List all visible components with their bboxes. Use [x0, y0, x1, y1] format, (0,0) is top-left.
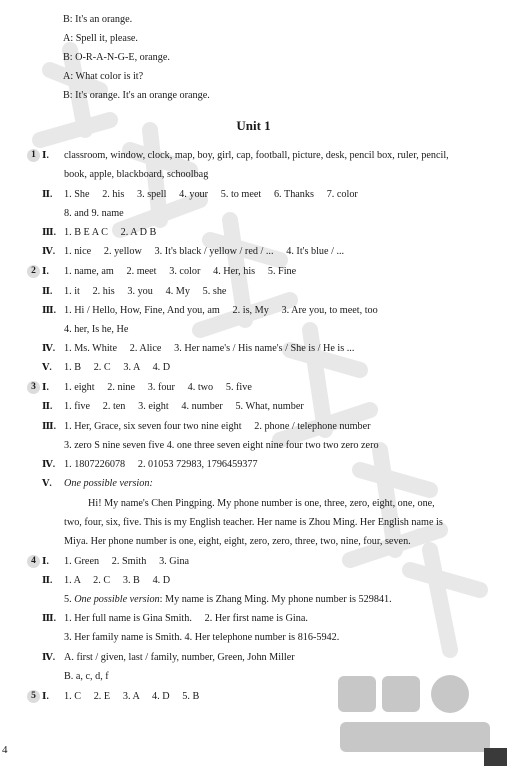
dialog-line-5: B: It's orange. It's an orange orange.	[63, 90, 210, 101]
site-logo	[332, 670, 502, 760]
answer-line: Ⅱ. 1. five 2. ten 3. eight 4. number 5. What, number	[42, 401, 304, 412]
answer-line: B. a, c, d, f	[64, 671, 109, 682]
dialog-line-1: B: It's an orange.	[63, 14, 133, 25]
answer-line: Ⅰ. 1. eight 2. nine 3. four 4. two 5. five	[42, 382, 252, 393]
page-number: 4	[2, 744, 8, 756]
section-number: 4	[27, 555, 40, 568]
answer-line: book, apple, blackboard, schoolbag	[64, 169, 209, 180]
answer-line: Ⅰ. classroom, window, clock, map, boy, girl, cap, football, picture, desk, pencil box, ruler, pencil,	[42, 150, 449, 161]
answer-line: 5. One possible version: My name is Zhang Ming. My phone number is 529841.	[64, 594, 392, 605]
answer-line: Ⅳ. 1. Ms. White 2. Alice 3. Her name's / His name's / She is / He is ...	[42, 343, 355, 354]
answer-line: 4. her, Is he, He	[64, 324, 129, 335]
answer-line: Ⅰ. 1. Green 2. Smith 3. Gina	[42, 556, 190, 567]
answer-line: Ⅲ. 1. Hi / Hello, How, Fine, And you, am 2. is, My 3. Are you, to meet, too	[42, 305, 378, 316]
answer-line: Ⅰ. 1. name, am 2. meet 3. color 4. Her, his 5. Fine	[42, 266, 297, 277]
answer-line: 3. Her family name is Smith. 4. Her telephone number is 816-5942.	[64, 632, 340, 643]
corner-mark	[484, 748, 507, 766]
dialog-line-4: A: What color is it?	[63, 71, 144, 82]
section-number: 2	[27, 265, 40, 278]
answer-line: Ⅳ. 1. 1807226078 2. 01053 72983, 1796459377	[42, 459, 258, 470]
answer-line: two, four, six, five. This is my English teacher. Her name is Zhou Ming. Her English name is	[64, 517, 443, 528]
answer-line: Ⅲ. 1. Her full name is Gina Smith. 2. Her first name is Gina.	[42, 613, 308, 624]
section-number: 5	[27, 690, 40, 703]
unit-title: Unit 1	[236, 118, 271, 133]
answer-line: Ⅴ. One possible version:	[42, 478, 153, 489]
answer-line: Ⅴ. 1. B 2. C 3. A 4. D	[42, 362, 171, 373]
dialog-line-2: A: Spell it, please.	[63, 33, 138, 44]
answer-line: Ⅳ. A. first / given, last / family, number, Green, John Miller	[42, 652, 295, 663]
answer-line: 8. and 9. name	[64, 208, 124, 219]
answer-line: 3. zero S nine seven five 4. one three seven eight nine four two two zero zero	[64, 440, 379, 451]
answer-line: Ⅲ. 1. B E A C 2. A D B	[42, 227, 157, 238]
answer-line: Ⅱ. 1. it 2. his 3. you 4. My 5. she	[42, 286, 227, 297]
section-number: 3	[27, 381, 40, 394]
dialog-line-3: B: O-R-A-N-G-E, orange.	[63, 52, 170, 63]
answer-line: Miya. Her phone number is one, eight, eight, zero, zero, three, two, nine, four, seven.	[64, 536, 411, 547]
answer-line: Ⅳ. 1. nice 2. yellow 3. It's black / yellow / red / ... 4. It's blue / ...	[42, 246, 345, 257]
answer-line: Hi! My name's Chen Pingping. My phone number is one, three, zero, eight, one, one,	[88, 498, 435, 509]
answer-line: Ⅱ. 1. A 2. C 3. B 4. D	[42, 575, 171, 586]
answer-line: Ⅰ. 1. C 2. E 3. A 4. D 5. B	[42, 691, 200, 702]
answer-line: Ⅲ. 1. Her, Grace, six seven four two nine eight 2. phone / telephone number	[42, 421, 371, 432]
answer-line: Ⅱ. 1. She 2. his 3. spell 4. your 5. to meet 6. Thanks 7. color	[42, 189, 358, 200]
section-number: 1	[27, 149, 40, 162]
